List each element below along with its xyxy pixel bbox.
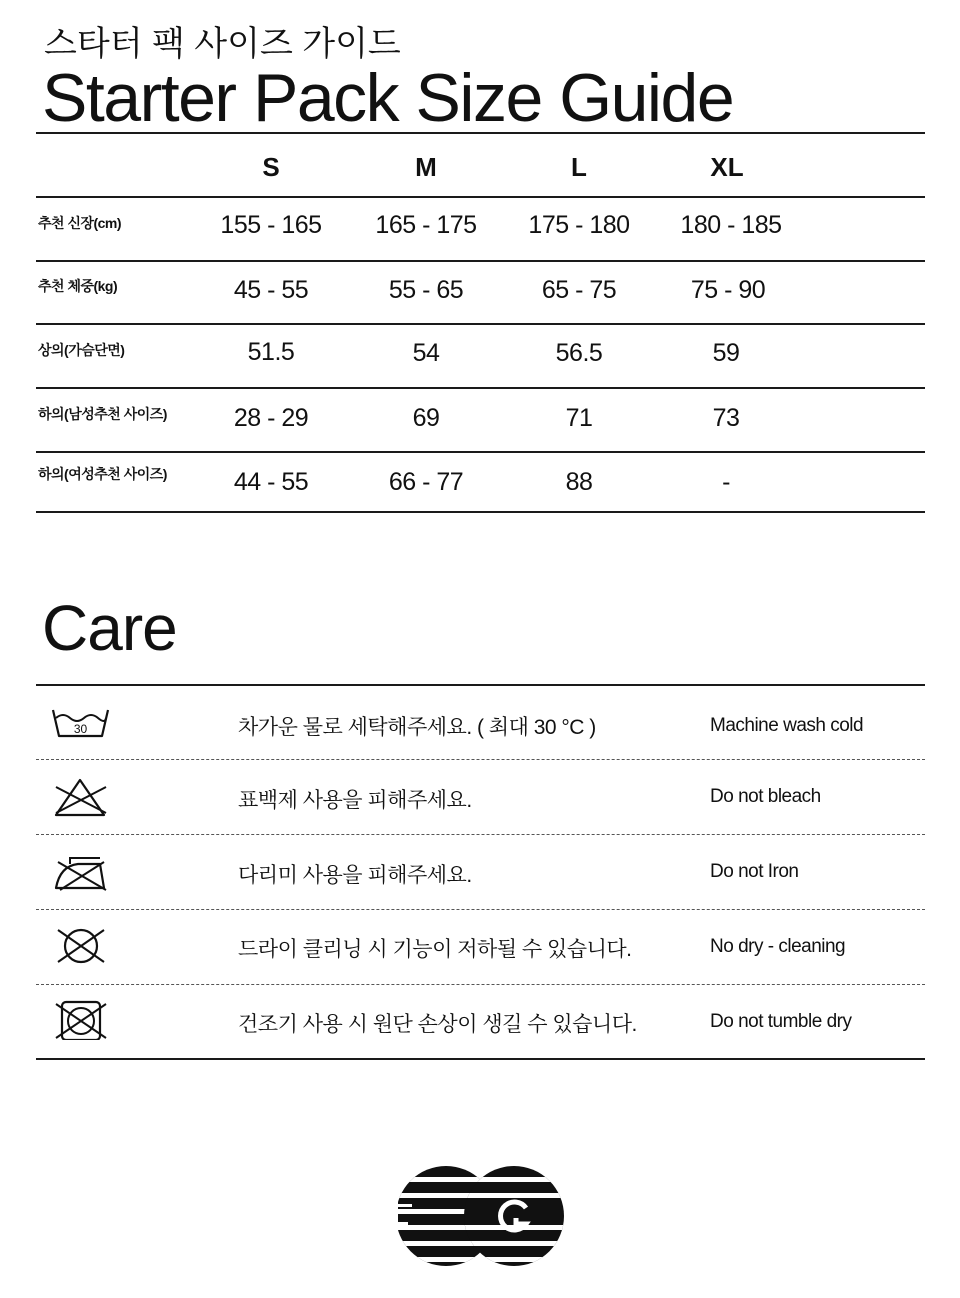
table-cell: 28 - 29 xyxy=(233,404,309,432)
care-text-korean: 표백제 사용을 피해주세요. xyxy=(238,789,472,812)
table-cell: 51.5 xyxy=(247,338,295,366)
wash-temperature-label: 30 xyxy=(73,722,88,736)
no-iron-icon xyxy=(50,852,112,892)
row-label-height: 추천 신장(cm) xyxy=(38,215,122,231)
table-cell: 59 xyxy=(712,339,740,367)
table-cell: 175 - 180 xyxy=(528,211,630,239)
care-divider xyxy=(36,759,925,760)
care-divider xyxy=(36,909,925,910)
care-text-english: No dry - cleaning xyxy=(710,936,846,957)
care-title: Care xyxy=(42,592,177,664)
page-title: Starter Pack Size Guide xyxy=(42,60,734,136)
table-cell: 75 - 90 xyxy=(690,276,766,304)
table-header-rule xyxy=(36,196,925,198)
table-cell: - xyxy=(722,468,730,496)
care-top-rule xyxy=(36,684,925,686)
size-header-m: M xyxy=(415,152,437,182)
care-divider xyxy=(36,834,925,835)
table-cell: 88 xyxy=(565,468,593,496)
table-cell: 56.5 xyxy=(555,339,603,367)
table-cell: 73 xyxy=(712,404,740,432)
row-label-top-chest: 상의(가슴단면) xyxy=(38,342,125,358)
care-text-korean: 드라이 클리닝 시 기능이 저하될 수 있습니다. xyxy=(238,938,632,961)
row-label-bottom-men: 하의(남성추천 사이즈) xyxy=(38,406,167,422)
no-tumble-dry-icon xyxy=(50,1000,112,1040)
care-text-korean: 차가운 물로 세탁해주세요. ( 최대 30 °C ) xyxy=(238,716,596,739)
care-text-english: Do not tumble dry xyxy=(710,1011,852,1032)
table-cell: 71 xyxy=(565,404,593,432)
row-divider xyxy=(36,323,925,325)
table-cell: 44 - 55 xyxy=(233,468,309,496)
table-bottom-rule xyxy=(36,511,925,513)
table-cell: 54 xyxy=(412,339,440,367)
row-label-weight: 추천 체중(kg) xyxy=(38,278,118,294)
size-header-s: S xyxy=(262,152,280,182)
no-bleach-icon xyxy=(50,777,112,817)
table-cell: 165 - 175 xyxy=(375,211,477,239)
table-cell: 155 - 165 xyxy=(220,211,322,239)
table-cell: 66 - 77 xyxy=(388,468,464,496)
page-subtitle-korean: 스타터 팩 사이즈 가이드 xyxy=(44,25,401,63)
care-text-english: Machine wash cold xyxy=(710,715,864,736)
care-text-english: Do not Iron xyxy=(710,861,799,882)
care-bottom-rule xyxy=(36,1058,925,1060)
table-cell: 45 - 55 xyxy=(233,276,309,304)
row-divider xyxy=(36,260,925,262)
table-cell: 69 xyxy=(412,404,440,432)
table-cell: 55 - 65 xyxy=(388,276,464,304)
table-top-rule xyxy=(36,132,925,134)
row-divider xyxy=(36,387,925,389)
care-text-korean: 건조기 사용 시 원단 손상이 생길 수 있습니다. xyxy=(238,1013,637,1036)
care-divider xyxy=(36,984,925,985)
care-text-korean: 다리미 사용을 피해주세요. xyxy=(238,864,472,887)
row-label-bottom-women: 하의(여성추천 사이즈) xyxy=(38,466,167,482)
no-dry-clean-icon xyxy=(50,926,112,966)
care-text-english: Do not bleach xyxy=(710,786,821,807)
brand-logo xyxy=(398,1166,564,1266)
row-divider xyxy=(36,451,925,453)
wash-30-icon xyxy=(50,704,112,744)
table-cell: 180 - 185 xyxy=(680,211,782,239)
size-header-l: L xyxy=(571,152,587,182)
size-header-xl: XL xyxy=(710,152,744,182)
table-cell: 65 - 75 xyxy=(541,276,617,304)
